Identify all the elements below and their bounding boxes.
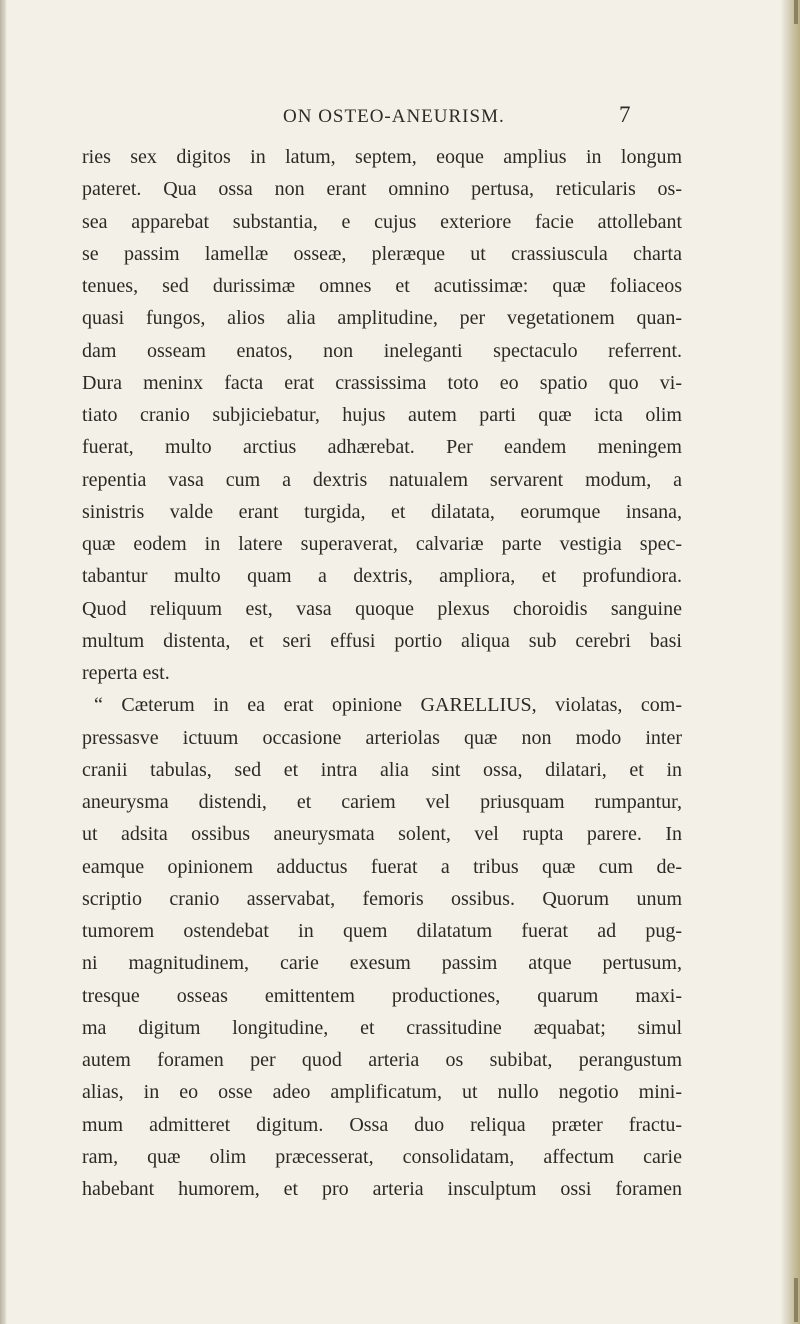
text-line: eamque opinionem adductus fuerat a tribus quæ cum de-: [82, 855, 682, 878]
text-line: alias, in eo osse adeo amplificatum, ut nullo negotio mini-: [82, 1081, 682, 1104]
text-line: sea apparebat substantia, e cujus exteriore facie attollebant: [82, 210, 682, 233]
running-head-title: ON OSTEO-ANEURISM.: [283, 106, 505, 127]
page-right-edge: [780, 0, 800, 1324]
text-line: pressasve ictuum occasione arteriolas quæ non modo inter: [82, 726, 682, 749]
text-line: sinistris valde erant turgida, et dilatata, eorumque insana,: [82, 500, 682, 523]
text-line: habebant humorem, et pro arteria insculptum ossi foramen: [82, 1178, 682, 1200]
text-line: tresque osseas emittentem productiones, quarum maxi-: [82, 984, 682, 1007]
text-line: tenues, sed durissimæ omnes et acutissimæ: quæ foliaceos: [82, 275, 682, 297]
paragraph-1: [82, 141, 682, 689]
text-line: scriptio cranio asservabat, femoris ossibus. Quorum unum: [82, 887, 682, 910]
text-line: “ Cæterum in ea erat opinione GARELLIUS, violatas, com-: [94, 694, 682, 717]
running-head: [0, 102, 800, 136]
text-line: autem foramen per quod arteria os subibat, perangustum: [82, 1049, 682, 1071]
text-line: quasi fungos, alios alia amplitudine, per vegetationem quan-: [82, 307, 682, 330]
edge-mark-top: [794, 0, 798, 24]
text-line: cranii tabulas, sed et intra alia sint ossa, dilatari, et in: [82, 758, 682, 781]
text-line: repentia vasa cum a dextris natuıalem servarent modum, a: [82, 468, 682, 491]
text-line: Dura meninx facta erat crassissima toto eo spatio quo vi-: [82, 371, 682, 394]
text-line: se passim lamellæ osseæ, pleræque ut crassiuscula charta: [82, 242, 682, 265]
text-line: reperta est.: [82, 662, 170, 684]
text-line: ni magnitudinem, carie exesum passim atque pertusum,: [82, 952, 682, 975]
text-line: ram, quæ olim præcesserat, consolidatam, affectum carie: [82, 1145, 682, 1168]
text-line: Quod reliquum est, vasa quoque plexus choroidis sanguine: [82, 597, 682, 620]
page-number: 7: [619, 102, 631, 127]
text-line: ma digitum longitudine, et crassitudine æquabat; simul: [82, 1016, 682, 1039]
text-line: ries sex digitos in latum, septem, eoque amplius in longum: [82, 146, 682, 168]
text-line: fuerat, multo arctius adhærebat. Per eandem meningem: [82, 436, 682, 459]
text-line: tumorem ostendebat in quem dilatatum fuerat ad pug-: [82, 920, 682, 942]
text-line: dam osseam enatos, non ineleganti spectaculo referrent.: [82, 339, 682, 362]
paragraph-2: [82, 689, 682, 1205]
page-left-edge: [0, 0, 7, 1324]
edge-mark-bottom: [794, 1278, 798, 1322]
text-line: aneurysma distendi, et cariem vel priusquam rumpantur,: [82, 791, 682, 813]
text-line: tabantur multo quam a dextris, ampliora, et profundiora.: [82, 565, 682, 588]
text-line: pateret. Qua ossa non erant omnino pertusa, reticularis os-: [82, 178, 682, 201]
text-line: quæ eodem in latere superaverat, calvariæ parte vestigia spec-: [82, 533, 682, 555]
text-line: ut adsita ossibus aneurysmata solent, vel rupta parere. In: [82, 823, 682, 846]
body-text: [82, 141, 682, 1205]
text-line: tiato cranio subjiciebatur, hujus autem parti quæ icta olim: [82, 404, 682, 426]
text-line: multum distenta, et seri effusi portio aliqua sub cerebri basi: [82, 629, 682, 652]
text-line: mum admitteret digitum. Ossa duo reliqua præter fractu-: [82, 1113, 682, 1136]
